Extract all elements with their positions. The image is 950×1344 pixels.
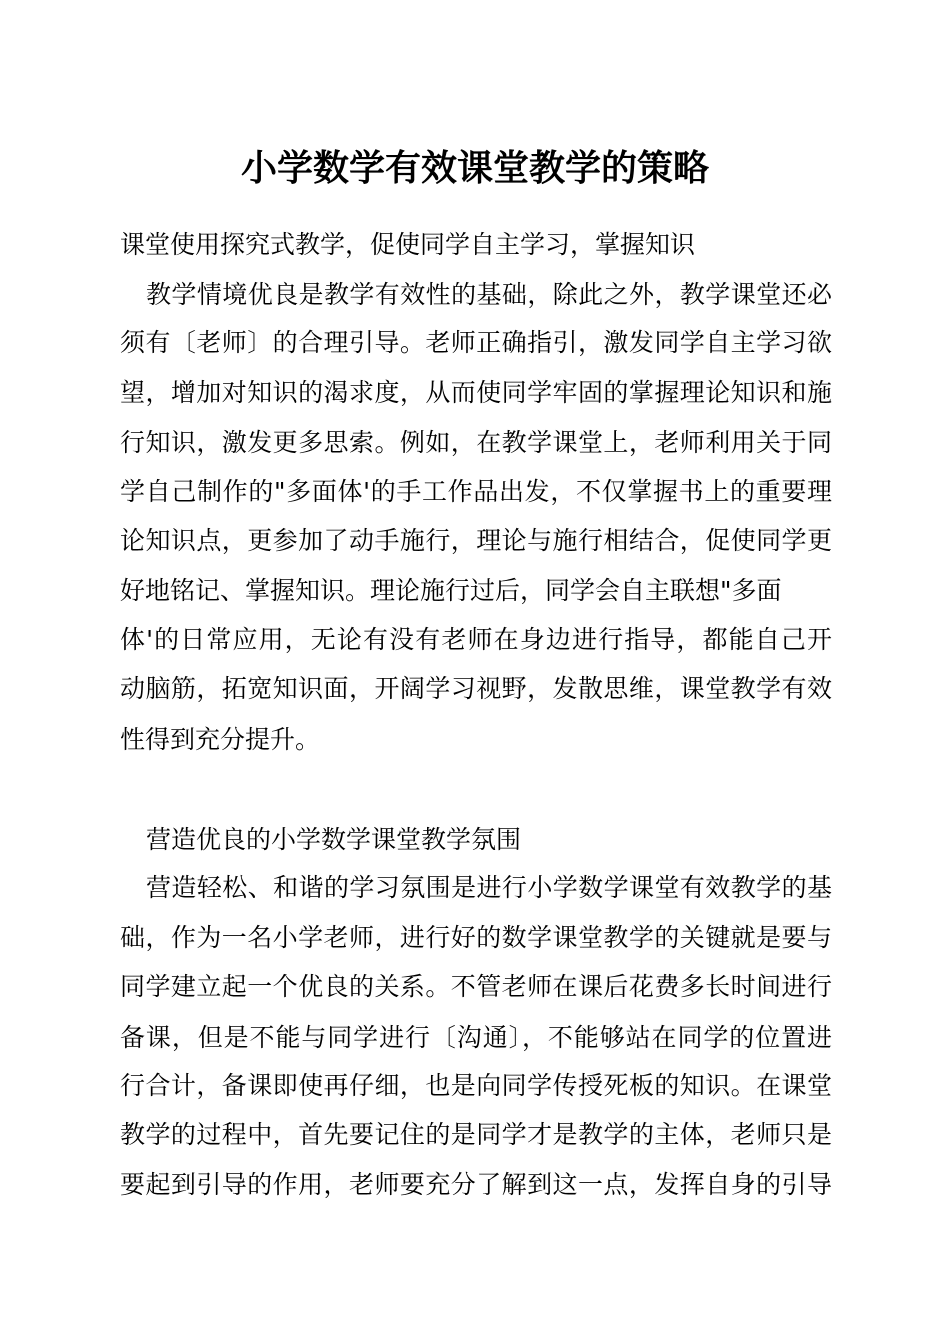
paragraph-line: 学自己制作的"多面体'的手工作品出发，不仅掌握书上的重要理 — [120, 477, 832, 506]
paragraph-line: 好地铭记、掌握知识。理论施行过后，同学会自主联想"多面 — [120, 576, 782, 605]
paragraph-line: 性得到充分提升。 — [120, 725, 321, 754]
section-heading: 营造优良的小学数学课堂教学氛围 — [146, 825, 522, 854]
paragraph-line: 同学建立起一个优良的关系。不管老师在课后花费多长时间进行 — [120, 972, 832, 1001]
paragraph-line: 体'的日常应用，无论有没有老师在身边进行指导，都能自己开 — [120, 625, 833, 654]
paragraph-line: 望，增加对知识的渴求度，从而使同学牢固的掌握理论知识和施 — [120, 378, 832, 407]
document-title: 小学数学有效课堂教学的策略 — [240, 147, 709, 189]
paragraph-line: 教学的过程中，首先要记住的是同学才是教学的主体，老师只是 — [120, 1120, 832, 1149]
paragraph-line: 论知识点，更参加了动手施行，理论与施行相结合，促使同学更 — [120, 526, 832, 555]
paragraph-line: 须有〔老师〕的合理引导。老师正确指引，激发同学自主学习欲 — [120, 328, 832, 357]
section-heading: 课堂使用探究式教学，促使同学自主学习，掌握知识 — [120, 230, 696, 259]
paragraph-line: 备课，但是不能与同学进行〔沟通〕，不能够站在同学的位置进 — [120, 1023, 832, 1052]
paragraph-line: 行合计，备课即使再仔细，也是向同学传授死板的知识。在课堂 — [120, 1071, 832, 1100]
paragraph-line: 营造轻松、和谐的学习氛围是进行小学数学课堂有效教学的基 — [146, 873, 832, 902]
paragraph-line: 础，作为一名小学老师，进行好的数学课堂教学的关键就是要与 — [120, 923, 832, 952]
paragraph-line: 教学情境优良是教学有效性的基础，除此之外，教学课堂还必 — [146, 280, 832, 309]
paragraph-line: 要起到引导的作用，老师要充分了解到这一点，发挥自身的引导 — [120, 1170, 832, 1199]
paragraph-line: 行知识，激发更多思索。例如，在教学课堂上，老师利用关于同 — [120, 428, 832, 457]
paragraph-line: 动脑筋，拓宽知识面，开阔学习视野，发散思维，课堂教学有效 — [120, 674, 832, 703]
